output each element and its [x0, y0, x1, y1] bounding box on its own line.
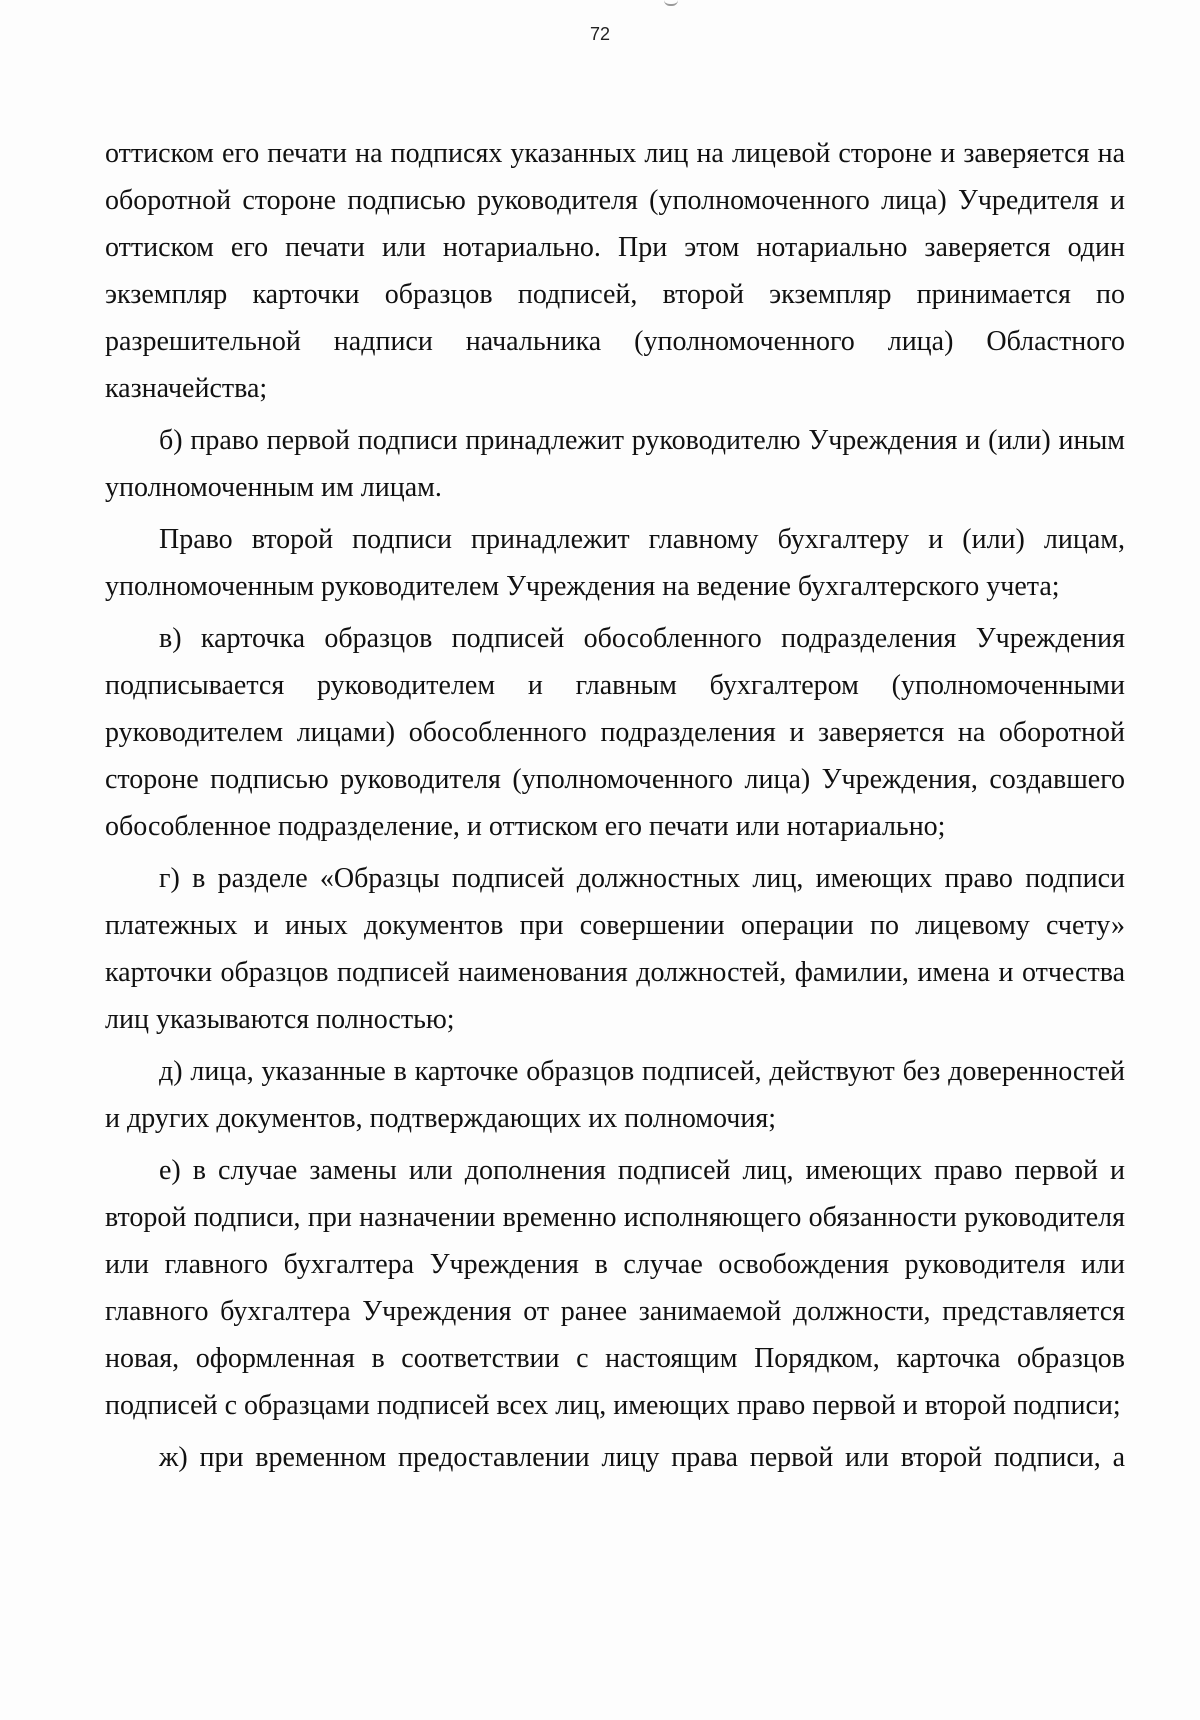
- paragraph-v: в) карточка образцов подписей обособленного подразделения Учреждения подписывается руководителем и главным бухгалтером (уполномоченными руководителем лицами) обособленного подразделения и заверяется на оборотной стороне подписью руководителя (уполномоченного лица) Учреждения, создавшего обособленное подразделение, и оттиском его печати или нотариально;: [105, 623, 1125, 842]
- paragraph-e: е) в случае замены или дополнения подписей лиц, имеющих право первой и второй подписи, при назначении временно исполняющего обязанности руководителя или главного бухгалтера Учреждения в случае освобождения руководителя или главного бухгалтера Учреждения от ранее занимаемой должности, представляется новая, оформленная в соответствии с настоящим Порядком, карточка образцов подписей с образцами подписей всех лиц, имеющих право первой и второй подписи;: [105, 1155, 1125, 1421]
- paragraph-g: г) в разделе «Образцы подписей должностных лиц, имеющих право подписи платежных и иных документов при совершении операции по лицевому счету» карточки образцов подписей наименования должностей, фамилии, имена и отчества лиц указываются полностью;: [105, 863, 1125, 1035]
- document-body: [105, 130, 1125, 1486]
- scan-artifact: [664, 0, 678, 6]
- paragraph-d: д) лица, указанные в карточке образцов подписей, действуют без доверенностей и других документов, подтверждающих их полномочия;: [105, 1056, 1125, 1134]
- page-number: 72: [589, 24, 611, 44]
- paragraph-zh: ж) при временном предоставлении лицу права первой или второй подписи, а: [159, 1442, 1125, 1473]
- paragraph-b: б) право первой подписи принадлежит руководителю Учреждения и (или) иным уполномоченным им лицам.: [105, 425, 1125, 503]
- paragraph-second-signature: Право второй подписи принадлежит главному бухгалтеру и (или) лицам, уполномоченным руководителем Учреждения на ведение бухгалтерского учета;: [105, 524, 1125, 602]
- paragraph-continuation: оттиском его печати на подписях указанных лиц на лицевой стороне и заверяется на оборотной стороне подписью руководителя (уполномоченного лица) Учредителя и оттиском его печати или нотариально. При этом нотариально заверяется один экземпляр карточки образцов подписей, второй экземпляр принимается по разрешительной надписи начальника (уполномоченного лица) Областного казначейства;: [105, 138, 1125, 404]
